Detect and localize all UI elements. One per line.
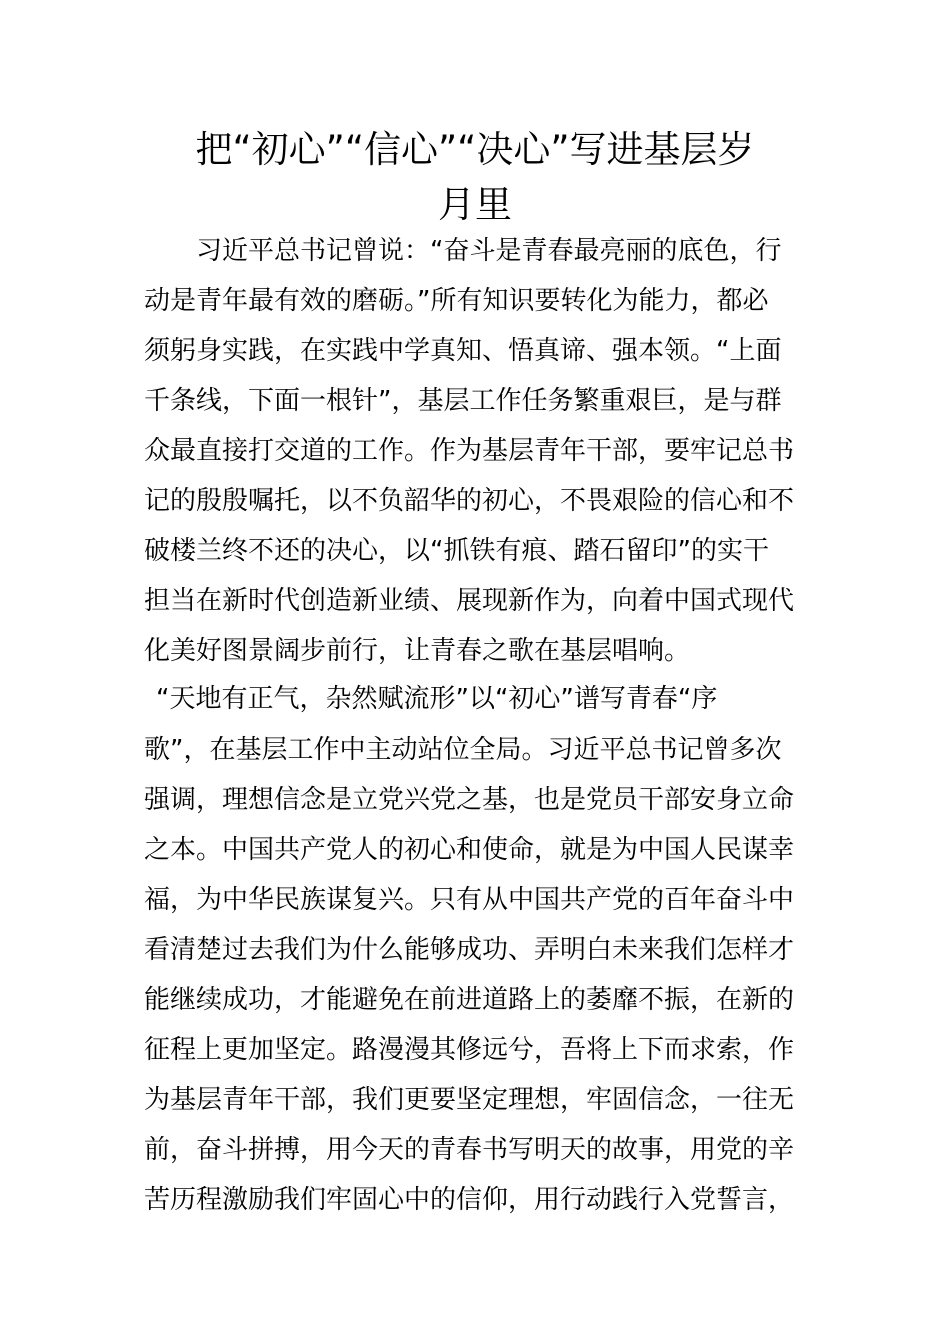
text-line: “天地有正气，杂然赋流形”以“初心”谱写青春“序 [156,684,718,714]
text-line: 习近平总书记曾说：“奋斗是青春最亮丽的底色，行 [144,236,782,266]
document-title [140,122,810,232]
text-line: 歌”，在基层工作中主动站位全局。习近平总书记曾多次 [144,735,782,765]
title-line-1: 把“初心”“信心”“决心”写进基层岁 [195,128,755,171]
text-line: 千条线，下面一根针”，基层工作任务繁重艰巨，是与群 [144,386,782,416]
text-line: 担当在新时代创造新业绩、展现新作为，向着中国式现代 [144,586,795,616]
text-line: 能继续成功，才能避免在前进道路上的萎靡不振，在新的 [144,985,795,1015]
text-line: 苦历程激励我们牢固心中的信仰，用行动践行入党誓言， [144,1185,795,1215]
text-line: 强调，理想信念是立党兴党之基，也是党员干部安身立命 [144,785,795,815]
text-line: 破楼兰终不还的决心，以“抓铁有痕、踏石留印”的实干 [144,536,769,566]
text-line: 须躬身实践，在实践中学真知、悟真谛、强本领。“上面 [144,336,782,366]
text-line: 众最直接打交道的工作。作为基层青年干部，要牢记总书 [144,436,795,466]
text-line: 前，奋斗拼搏，用今天的青春书写明天的故事，用党的辛 [144,1135,795,1165]
text-line: 之本。中国共产党人的初心和使命，就是为中国人民谋幸 [144,835,795,865]
text-line: 记的殷殷嘱托，以不负韶华的初心，不畏艰险的信心和不 [144,486,795,516]
text-line: 为基层青年干部，我们更要坚定理想，牢固信念，一往无 [144,1085,795,1115]
text-line: 化美好图景阔步前行，让青春之歌在基层唱响。 [144,636,691,666]
text-line: 动是青年最有效的磨砺。”所有知识要转化为能力，都必 [144,286,769,316]
text-line: 看清楚过去我们为什么能够成功、弄明白未来我们怎样才 [144,935,795,965]
text-line: 征程上更加坚定。路漫漫其修远兮，吾将上下而求索，作 [144,1035,795,1065]
text-line: 福，为中华民族谋复兴。只有从中国共产党的百年奋斗中 [144,885,795,915]
title-line-2: 月里 [438,183,512,226]
